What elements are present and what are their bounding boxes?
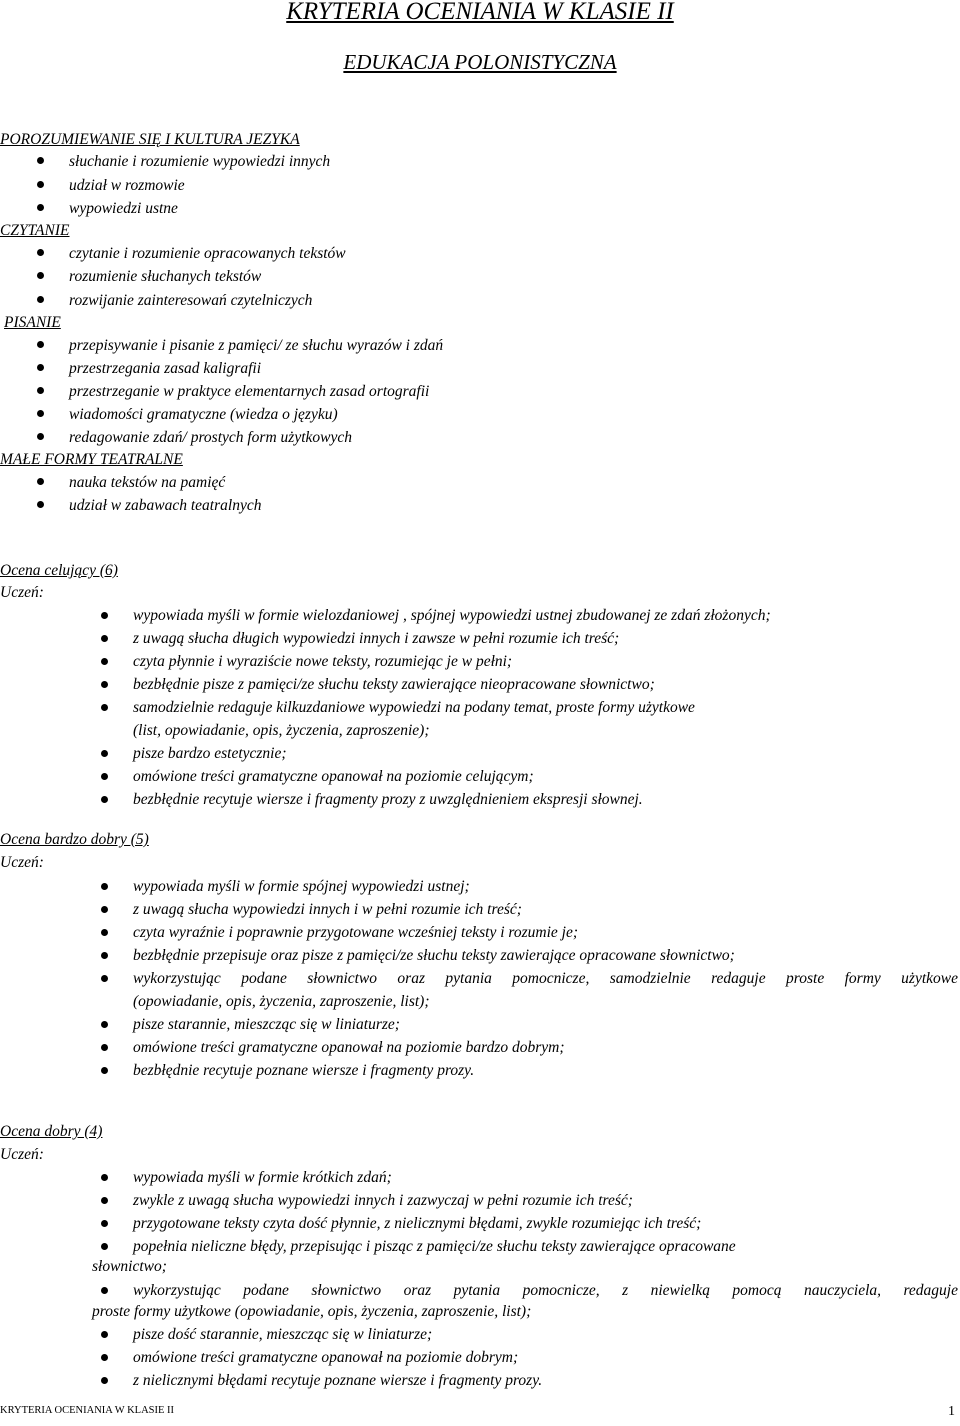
bullet [101, 635, 108, 642]
criterion: omówione treści gramatyczne opanował na poziomie dobrym; [133, 1349, 519, 1366]
list-item: przestrzeganie w praktyce elementarnych zasad ortografii [69, 383, 430, 400]
criterion: bezbłędnie przepisuje oraz pisze z pamięci/ze słuchu teksty zawierające opracowane słownictwo; [133, 947, 735, 964]
section-title: EDUKACJA POLONISTYCZNA [343, 50, 617, 74]
list-item: wiadomości gramatyczne (wiedza o języku) [69, 406, 338, 423]
criterion: omówione treści gramatyczne opanował na poziomie bardzo dobrym; [133, 1039, 565, 1056]
criterion: przygotowane teksty czyta dość płynnie, z nielicznymi błędami, zwykle rozumiejąc ich treść; [133, 1215, 702, 1232]
criterion: wykorzystując podane słownictwo oraz pytania pomocnicze, samodzielnie redaguje proste formy użytkowe [133, 970, 958, 987]
list-item: redagowanie zdań/ prostych form użytkowych [69, 429, 352, 446]
criterion-continued: słownictwo; [92, 1258, 167, 1275]
document-title: KRYTERIA OCENIANIA W KLASIE II [286, 0, 674, 25]
list-item: rozwijanie zainteresowań czytelniczych [69, 292, 313, 309]
bullet [101, 1331, 108, 1338]
bullet [101, 773, 108, 780]
list-item: przestrzegania zasad kaligrafii [69, 360, 262, 377]
bullet [101, 681, 108, 688]
criterion: pisze starannie, mieszcząc się w liniaturze; [133, 1016, 400, 1033]
student-label: Uczeń: [0, 1146, 44, 1163]
criterion: czyta płynnie i wyraziście nowe teksty, rozumiejąc je w pełni; [133, 653, 513, 670]
bullet [101, 1287, 108, 1294]
bullet [101, 1067, 108, 1074]
list-item: udział w zabawach teatralnych [69, 497, 262, 514]
bullet [101, 796, 108, 803]
bullet [101, 929, 108, 936]
heading-male-formy: MAŁE FORMY TEATRALNE [0, 451, 183, 468]
list-item: słuchanie i rozumienie wypowiedzi innych [69, 153, 331, 170]
criterion-continued: (opowiadanie, opis, życzenia, zaproszenie, list); [133, 993, 430, 1010]
bullet [37, 181, 44, 188]
list-item: nauka tekstów na pamięć [69, 474, 226, 491]
student-label: Uczeń: [0, 584, 44, 601]
list-item: udział w rozmowie [69, 177, 185, 194]
bullet [37, 249, 44, 256]
list-item: przepisywanie i pisanie z pamięci/ ze słuchu wyrazów i zdań [69, 337, 444, 354]
bullet [37, 341, 44, 348]
criterion: z uwagą słucha długich wypowiedzi innych i zawsze w pełni rozumie ich treść; [133, 630, 620, 647]
grade-6-heading: Ocena celujący (6) [0, 562, 118, 579]
bullet [101, 883, 108, 890]
criterion: wykorzystując podane słownictwo oraz pytania pomocnicze, z niewielką pomocą nauczyciela, redaguje [133, 1282, 958, 1299]
criterion-continued: proste formy użytkowe (opowiadanie, opis, życzenia, zaproszenie, list); [92, 1303, 532, 1320]
bullet [37, 501, 44, 508]
criterion: pisze bardzo estetycznie; [133, 745, 287, 762]
page-footer: KRYTERIA OCENIANIA W KLASIE II [0, 1405, 175, 1416]
bullet [101, 1021, 108, 1028]
bullet [101, 612, 108, 619]
grade-4-heading: Ocena dobry (4) [0, 1123, 103, 1140]
bullet [101, 906, 108, 913]
student-label: Uczeń: [0, 854, 44, 871]
bullet [37, 157, 44, 164]
heading-czytanie: CZYTANIE [0, 222, 70, 239]
bullet [101, 750, 108, 757]
heading-pisanie: PISANIE [4, 314, 61, 331]
criterion: pisze dość starannie, mieszcząc się w liniaturze; [133, 1326, 433, 1343]
criterion: czyta wyraźnie i poprawnie przygotowane wcześniej teksty i rozumie je; [133, 924, 578, 941]
bullet [101, 1220, 108, 1227]
bullet [101, 1044, 108, 1051]
bullet [101, 1197, 108, 1204]
bullet [101, 704, 108, 711]
criterion: bezbłędnie recytuje poznane wiersze i fragmenty prozy. [133, 1062, 475, 1079]
bullet [37, 204, 44, 211]
criterion: samodzielnie redaguje kilkuzdaniowe wypowiedzi na podany temat, proste formy użytkowe [133, 699, 695, 716]
bullet [101, 1243, 108, 1250]
bullet [101, 1377, 108, 1384]
bullet [101, 1174, 108, 1181]
bullet [37, 410, 44, 417]
criterion: omówione treści gramatyczne opanował na poziomie celującym; [133, 768, 534, 785]
heading-porozumiewanie: POROZUMIEWANIE SIĘ I KULTURA JEZYKA [0, 131, 300, 148]
bullet [37, 296, 44, 303]
bullet [37, 478, 44, 485]
criterion-continued: (list, opowiadanie, opis, życzenia, zaproszenie); [133, 722, 430, 739]
criterion: bezbłędnie recytuje wiersze i fragmenty prozy z uwzględnieniem ekspresji słownej. [133, 791, 643, 808]
bullet [101, 952, 108, 959]
list-item: rozumienie słuchanych tekstów [69, 268, 262, 285]
list-item: czytanie i rozumienie opracowanych tekstów [69, 245, 346, 262]
criterion: popełnia nieliczne błędy, przepisując i pisząc z pamięci/ze słuchu teksty zawierające opracowane [133, 1238, 736, 1255]
criterion: z uwagą słucha wypowiedzi innych i w pełni rozumie ich treść; [133, 901, 522, 918]
bullet [37, 364, 44, 371]
bullet [37, 433, 44, 440]
criterion: wypowiada myśli w formie spójnej wypowiedzi ustnej; [133, 878, 470, 895]
bullet [37, 272, 44, 279]
bullet [101, 658, 108, 665]
bullet [101, 1354, 108, 1361]
criterion: wypowiada myśli w formie wielozdaniowej , spójnej wypowiedzi ustnej zbudowanej ze zdań złożonych; [133, 607, 771, 624]
criterion: wypowiada myśli w formie krótkich zdań; [133, 1169, 392, 1186]
page-number: 1 [948, 1404, 955, 1419]
grade-5-heading: Ocena bardzo dobry (5) [0, 831, 149, 848]
criterion: z nielicznymi błędami recytuje poznane wiersze i fragmenty prozy. [133, 1372, 543, 1389]
bullet [101, 975, 108, 982]
criterion: bezbłędnie pisze z pamięci/ze słuchu teksty zawierające nieopracowane słownictwo; [133, 676, 655, 693]
criterion: zwykle z uwagą słucha wypowiedzi innych i zazwyczaj w pełni rozumie ich treść; [133, 1192, 633, 1209]
list-item: wypowiedzi ustne [69, 200, 178, 217]
bullet [37, 387, 44, 394]
